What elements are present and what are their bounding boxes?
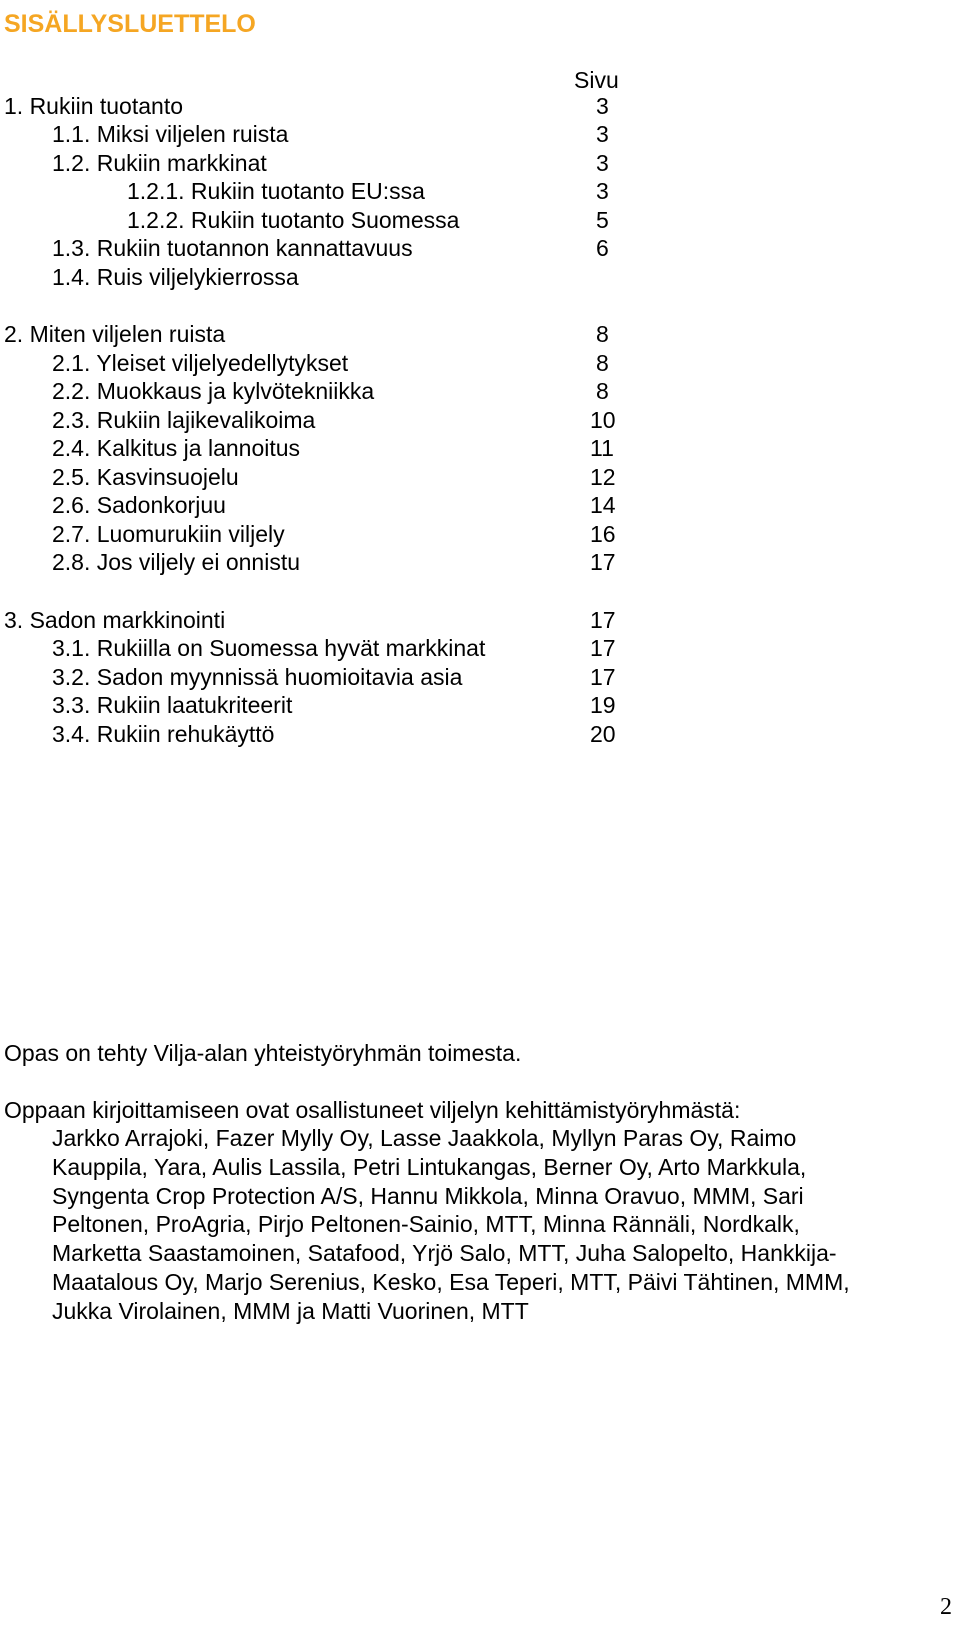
- toc-entry[interactable]: [0, 149, 960, 178]
- toc-entry-page: 11: [590, 435, 614, 461]
- toc-entry-page: 12: [590, 464, 616, 490]
- toc-entry-title: 2.6. Sadonkorjuu: [52, 492, 226, 518]
- contributors-line: Maatalous Oy, Marjo Serenius, Kesko, Esa Teperi, MTT, Päivi Tähtinen, MMM,: [52, 1268, 850, 1295]
- toc-entry[interactable]: [0, 520, 960, 549]
- contributors-line: Marketta Saastamoinen, Satafood, Yrjö Salo, MTT, Juha Salopelto, Hankkija-: [52, 1240, 837, 1267]
- toc-entry-page: 3: [596, 93, 609, 119]
- toc-entry-title: 2.4. Kalkitus ja lannoitus: [52, 435, 301, 461]
- toc-entry[interactable]: [0, 663, 960, 692]
- toc-entry-page: 17: [590, 664, 616, 690]
- toc-entry[interactable]: [0, 177, 960, 206]
- authoring-note: Opas on tehty Vilja-alan yhteistyöryhmän toimesta.: [4, 1040, 522, 1066]
- toc-entry-page: 8: [596, 350, 609, 376]
- contributors-line: Jarkko Arrajoki, Fazer Mylly Oy, Lasse Jaakkola, Myllyn Paras Oy, Raimo: [52, 1125, 797, 1151]
- toc-entry-page: 16: [590, 521, 616, 547]
- toc-entry[interactable]: [0, 320, 960, 349]
- contributors-label: Oppaan kirjoittamiseen ovat osallistuneet viljelyn kehittämistyöryhmästä:: [4, 1097, 741, 1123]
- toc-entry-title: 2. Miten viljelen ruista: [4, 321, 226, 347]
- toc-entry-page: 19: [590, 692, 616, 718]
- toc-entry[interactable]: [0, 234, 960, 263]
- toc-entry[interactable]: [0, 349, 960, 378]
- toc-entry[interactable]: [0, 206, 960, 235]
- contributors-list: [52, 1124, 942, 1326]
- toc-entry-page: 17: [590, 635, 616, 661]
- toc-entry[interactable]: [0, 720, 960, 749]
- toc-entry-title: 2.7. Luomurukiin viljely: [52, 521, 285, 547]
- toc-entry-title: 3.3. Rukiin laatukriteerit: [52, 692, 293, 718]
- toc-entry-title: 3.2. Sadon myynnissä huomioitavia asia: [52, 664, 463, 690]
- toc-entry[interactable]: [0, 634, 960, 663]
- contributors-line: Peltonen, ProAgria, Pirjo Peltonen-Sainio, MTT, Minna Rännäli, Nordkalk,: [52, 1211, 800, 1238]
- toc-entry-title: 3.1. Rukiilla on Suomessa hyvät markkinat: [52, 635, 486, 661]
- toc-entry-page: 8: [596, 321, 609, 347]
- toc-entry-title: 1.2.1. Rukiin tuotanto EU:ssa: [127, 178, 425, 204]
- page-column-label: Sivu: [574, 67, 619, 93]
- toc-entry-page: 14: [590, 492, 616, 518]
- toc-entry-page: 6: [596, 235, 609, 261]
- toc-entry[interactable]: [0, 406, 960, 435]
- toc-entry-title: 2.5. Kasvinsuojelu: [52, 464, 239, 490]
- toc-entry[interactable]: [0, 263, 960, 292]
- toc-entry-page: 3: [596, 150, 609, 176]
- toc-entry-title: 3. Sadon markkinointi: [4, 607, 226, 633]
- toc-entry[interactable]: [0, 120, 960, 149]
- toc-entry-page: 3: [596, 121, 609, 147]
- toc-entry[interactable]: [0, 92, 960, 121]
- toc-entry[interactable]: [0, 548, 960, 577]
- toc-entry-title: 2.3. Rukiin lajikevalikoima: [52, 407, 316, 433]
- toc-entry-page: 20: [590, 721, 616, 747]
- contributors-line: Jukka Virolainen, MMM ja Matti Vuorinen, MTT: [52, 1297, 529, 1324]
- toc-entry-title: 1.2. Rukiin markkinat: [52, 150, 267, 176]
- toc-entry-title: 3.4. Rukiin rehukäyttö: [52, 721, 275, 747]
- toc-entry-title: 2.2. Muokkaus ja kylvötekniikka: [52, 378, 375, 404]
- toc-entry-title: 1.3. Rukiin tuotannon kannattavuus: [52, 235, 413, 261]
- toc-entry-page: 17: [590, 607, 616, 633]
- toc-entry-title: 2.8. Jos viljely ei onnistu: [52, 549, 301, 575]
- toc-entry[interactable]: [0, 377, 960, 406]
- toc-entry[interactable]: [0, 691, 960, 720]
- toc-entry-title: 1.4. Ruis viljelykierrossa: [52, 264, 299, 290]
- toc-entry[interactable]: [0, 491, 960, 520]
- toc-entry-title: 1. Rukiin tuotanto: [4, 93, 184, 119]
- toc-heading: SISÄLLYSLUETTELO: [4, 10, 256, 38]
- toc-entry-title: 2.1. Yleiset viljelyedellytykset: [52, 350, 349, 376]
- toc-entry-page: 5: [596, 207, 609, 233]
- toc-entry-title: 1.2.2. Rukiin tuotanto Suomessa: [127, 207, 460, 233]
- toc-entry[interactable]: [0, 434, 960, 463]
- toc-entry-page: 17: [590, 549, 616, 575]
- toc-entry[interactable]: [0, 463, 960, 492]
- toc-entry-page: 3: [596, 178, 609, 204]
- contributors-line: Kauppila, Yara, Aulis Lassila, Petri Lintukangas, Berner Oy, Arto Markkula,: [52, 1153, 807, 1180]
- contributors-line: Syngenta Crop Protection A/S, Hannu Mikkola, Minna Oravuo, MMM, Sari: [52, 1182, 804, 1209]
- page-number: 2: [940, 1594, 952, 1620]
- toc-entry-page: 8: [596, 378, 609, 404]
- toc-entry[interactable]: [0, 606, 960, 635]
- toc-entry-title: 1.1. Miksi viljelen ruista: [52, 121, 289, 147]
- toc-entry-page: 10: [590, 407, 616, 433]
